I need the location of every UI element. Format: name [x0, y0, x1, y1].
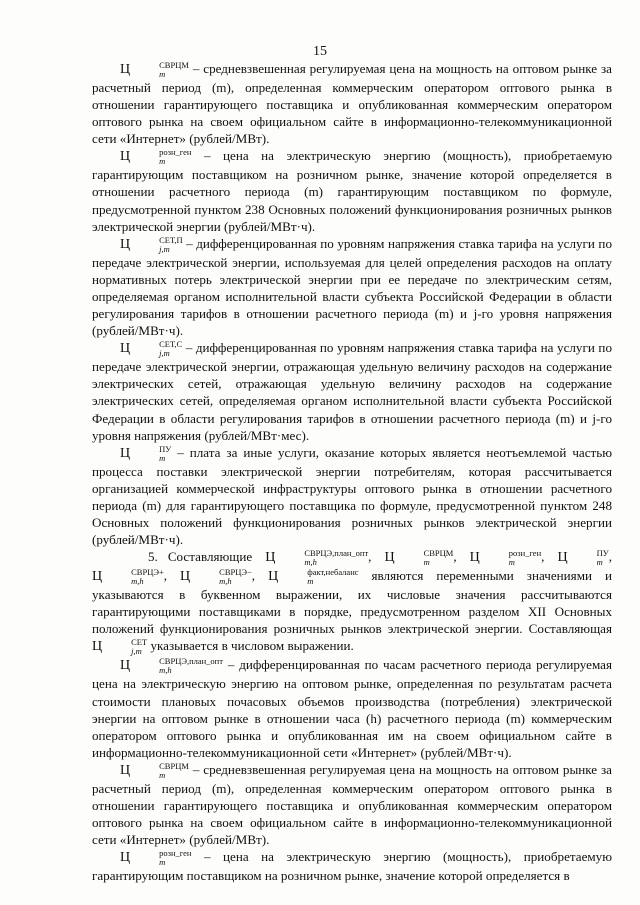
clause-tail: указывается в числовом выражении. [150, 638, 354, 654]
clause-text: являются переменными значениями и указываются в буквенном выражении, их числовые значения рассчитываются гарантирующими поставщиками в порядке, предусмотренном разделом XII Основных положений функционирования розничных рынков электрической энергии. Составляющая [92, 568, 612, 637]
symbol-ts-svrtsm: Ц СВРЦМ m [384, 548, 454, 568]
symbol-ts-pu: Ц ПУ m [120, 443, 172, 463]
symbol-ts-svrtse-plan-opt: Ц СВРЦЭ,план_опт m,h [120, 656, 223, 676]
definition-text: – плата за иные услуги, оказание которых является неотъемлемой частью процесса поставки электрической энергии потребителям, которая рассчитывается организацией коммерческой инфраструктуры оптового рынка в отношении расчетного периода (m) для гарантирующего поставщика по формуле, предусмотренной пунктом 248 Основных положений функционирования розничных рынков электрической энергии (рублей/МВт·ч). [92, 444, 612, 548]
clause-5: 5. Составляющие Ц СВРЦЭ,план_опт m,h , Ц СВРЦМ m , Ц розн_ген m , Ц ПУ m , Ц СВРЦЭ+ m,h , Ц СВРЦЭ− m,h , Ц факт,небаланс m являются переменными значениями и указываются в буквенном выражении, их числовые значения рассчитываются гарантирующими поставщиками в порядке, предусмотренном разделом XII Основных положений функционирования розничных рынков электрической энергии. Составляющая Ц СЕТ j,m указывается в числовом выражении. [92, 548, 613, 657]
definition-pu [92, 444, 612, 548]
definition-svrtse-plan-opt [92, 656, 612, 760]
definition-text: – средневзвешенная регулируемая цена на мощность на оптовом рынке за расчетный период (m), определенная коммерческим оператором оптового рынка в отношении гарантирующего поставщика и опубликованная коммерческим оператором оптового рынка на своем официальном сайте в информационно-телекоммуникационной сети «Интернет» (рублей/МВт). [92, 61, 612, 147]
symbol-ts-set-s: Ц СЕТ,С j,m [120, 339, 183, 359]
definition-text: – дифференцированная по часам расчетного периода регулируемая цена на электрическую энергию на оптовом рынке, определенная по результатам расчета стоимости плановых почасовых объемов производства (потребления) электрической энергии на оптовом рынке в отношении часа (h) расчетного периода (m) коммерческим оператором оптового рынка и опубликованная им на своем официальном сайте в информационно-телекоммуникационной сети «Интернет» (рублей/МВт·ч). [92, 657, 612, 760]
definition-set-p [92, 235, 612, 339]
definition-text: – цена на электрическую энергию (мощность), приобретаемую гарантирующим поставщиком на розничном рынке, значение которой определяется в [92, 849, 612, 884]
symbol-ts-rozn-gen: Ц розн_ген m [120, 848, 192, 868]
symbol-ts-svrtse-plus: Ц СВРЦЭ+ m,h [92, 567, 164, 587]
definition-svrtsm [92, 60, 612, 147]
page-number: 15 [313, 44, 327, 59]
symbol-ts-fakt-nebalans: Ц факт,небаланс m [268, 567, 359, 587]
document-body [92, 60, 612, 884]
definition-rozn-gen [92, 147, 612, 234]
definition-text: – цена на электрическую энергию (мощность), приобретаемую гарантирующим поставщиком на розничном рынке, значение которой определяется в отношении расчетного периода (m) гарантирующим поставщиком по формуле, предусмотренной пунктом 238 Основных положений функционирования розничных рынков электрической энергии (рублей/МВт·ч). [92, 148, 612, 234]
clause-number: 5. [148, 549, 158, 565]
symbol-ts-svrtse-plan-opt: Ц СВРЦЭ,план_опт m,h [265, 548, 369, 568]
definition-set-s [92, 339, 612, 443]
symbol-ts-set: Ц СЕТ j,m [92, 637, 148, 657]
symbol-ts-svrtsm: Ц СВРЦМ m [120, 60, 189, 79]
symbol-ts-svrtse-minus: Ц СВРЦЭ− m,h [180, 567, 252, 587]
definition-rozn-gen-2 [92, 848, 612, 884]
definition-text: – средневзвешенная регулируемая цена на мощность на оптовом рынке за расчетный период (m), определенная коммерческим оператором оптового рынка в отношении гарантирующего поставщика и опубликованная коммерческим оператором оптового рынка на своем официальном сайте в информационно-телекоммуникационной сети «Интернет» (рублей/МВт). [92, 761, 612, 848]
definition-text: – дифференцированная по уровням напряжения ставка тарифа на услуги по передаче электрической энергии, отражающая удельную величину расходов на содержание электрических сетей, отражающая удельную величину расходов на содержание электрических сетей, определяемая органом исполнительной власти субъекта Российской Федерации в области регулирования тарифов в отношении расчетного периода (m) и j-го уровня напряжения (рублей/МВт·мес). [92, 340, 612, 443]
symbol-ts-rozn-gen: Ц розн_ген m [469, 548, 542, 568]
symbol-ts-set-p: Ц СЕТ,П j,m [120, 234, 183, 254]
symbol-ts-svrtsm: Ц СВРЦМ m [120, 760, 189, 780]
definition-text: – дифференцированная по уровням напряжения ставка тарифа на услуги по передаче электрической энергии, используемая для целей определения расходов на оплату нормативных потерь электрической энергии при ее передаче по электрическим сетям, определяемая органом исполнительной власти субъекта Российской Федерации в области регулирования тарифов в отношении расчетного периода (m) и j-го уровня напряжения (рублей/МВт·ч). [92, 235, 612, 339]
symbol-ts-rozn-gen: Ц розн_ген m [120, 147, 192, 167]
definition-svrtsm-2 [92, 761, 612, 848]
clause-lead: Составляющие [167, 549, 253, 565]
symbol-ts-pu: Ц ПУ m [557, 548, 609, 568]
